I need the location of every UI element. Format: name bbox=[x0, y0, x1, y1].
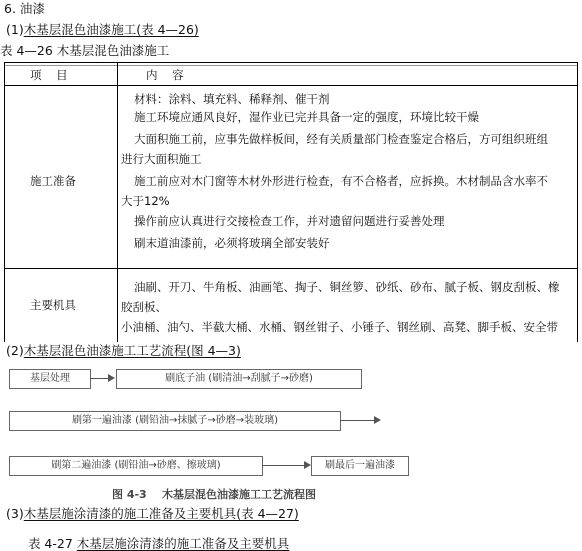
flow-connector-3 bbox=[262, 465, 306, 466]
table-rule-row bbox=[4, 268, 578, 269]
subsection-3-prefix: (3) bbox=[6, 506, 24, 521]
subsection-1-title: 木基层混色油漆施工(表 4—26) bbox=[23, 22, 199, 37]
flow-arrow-1 bbox=[108, 374, 115, 382]
table-border-top-inner bbox=[4, 65, 578, 66]
table-header-content: 内 容 bbox=[146, 68, 184, 82]
prep-line-sample-room-cont: 进行大面积施工 bbox=[121, 152, 202, 166]
tools-line-2: 胶刮板、 bbox=[121, 300, 167, 314]
row-tools-label: 主要机具 bbox=[30, 298, 76, 312]
table-4-27-caption bbox=[20, 521, 289, 551]
subsection-1-prefix: (1) bbox=[6, 22, 24, 37]
subsection-2-prefix: (2) bbox=[6, 343, 24, 358]
flow-arrow-2 bbox=[374, 416, 381, 424]
subsection-2-heading bbox=[6, 343, 241, 358]
table-border-right bbox=[577, 62, 578, 342]
table-column-divider bbox=[117, 62, 118, 342]
tools-line-3: 小油桶、油勺、半截大桶、水桶、钢丝钳子、小锤子、钢丝刷、高凳、脚手板、安全带 bbox=[121, 320, 558, 334]
prep-line-inspection-cont: 大于12% bbox=[121, 194, 170, 208]
prep-line-environment-text: 施工环境应通风良好，湿作业已完并具备一定的强度，环境比较干燥 bbox=[134, 110, 479, 124]
flow-connector-2 bbox=[340, 420, 376, 421]
row-prep-label: 施工准备 bbox=[30, 174, 76, 188]
prep-line-materials: 材料：涂料、填充料、稀释剂、催干剂 bbox=[134, 92, 330, 106]
flowchart-caption: 图 4-3 木基层混色油漆施工工艺流程图 bbox=[112, 488, 317, 501]
flow-arrow-3 bbox=[304, 461, 311, 469]
prep-line-glass: 刷末道油漆前，必须将玻璃全部安装好 bbox=[134, 236, 330, 250]
flow-step-primer: 刷底子油 (刷清油→刮腻子→砂磨) bbox=[116, 369, 362, 389]
flow-step-base-treatment: 基层处理 bbox=[9, 369, 91, 389]
prep-line-handover: 操作前应认真进行交接检查工作，并对遗留问题进行妥善处理 bbox=[134, 214, 445, 228]
section-heading: 6. 油漆 bbox=[4, 1, 45, 16]
subsection-3-heading bbox=[6, 506, 299, 521]
flow-step-final-coat: 刷最后一遍油漆 bbox=[311, 456, 409, 476]
subsection-3-title: 木基层施涂清漆的施工准备及主要机具(表 4—27) bbox=[23, 506, 299, 521]
prep-line-environment bbox=[134, 110, 479, 124]
prep-line-inspection: 施工前应对木门窗等木材外形进行检查，有不合格者，应拆换。木材制品含水率不 bbox=[134, 174, 548, 188]
tools-line-1: 油刷、开刀、牛角板、油画笔、掏子、铜丝箩、砂纸、砂布、腻子板、钢皮刮板、橡 bbox=[134, 280, 560, 294]
prep-line-sample-room: 大面积施工前，应事先做样板间，经有关质量部门检查鉴定合格后，方可组织班组 bbox=[134, 132, 548, 146]
flow-step-second-coat: 刷第二遍油漆 (刷铅油→砂磨、擦玻璃) bbox=[9, 456, 263, 476]
flow-step-first-coat: 刷第一遍油漆 (刷铅油→抹腻子→砂磨→装玻璃) bbox=[9, 411, 341, 431]
table-border-left bbox=[4, 62, 5, 342]
subsection-2-title: 木基层混色油漆施工工艺流程(图 4—3) bbox=[23, 343, 241, 358]
flow-connector-1 bbox=[90, 378, 110, 379]
table-header-item: 项 目 bbox=[30, 68, 68, 82]
table-border-top bbox=[4, 62, 578, 63]
subsection-1-heading bbox=[6, 22, 199, 37]
table-4-27-prefix: 表 4-27 bbox=[27, 536, 77, 551]
table-4-26-caption: 表 4—26 木基层混色油漆施工 bbox=[0, 43, 170, 58]
table-rule-header bbox=[4, 85, 578, 86]
table-4-27-title: 木基层施涂清漆的施工准备及主要机具 bbox=[76, 536, 290, 551]
